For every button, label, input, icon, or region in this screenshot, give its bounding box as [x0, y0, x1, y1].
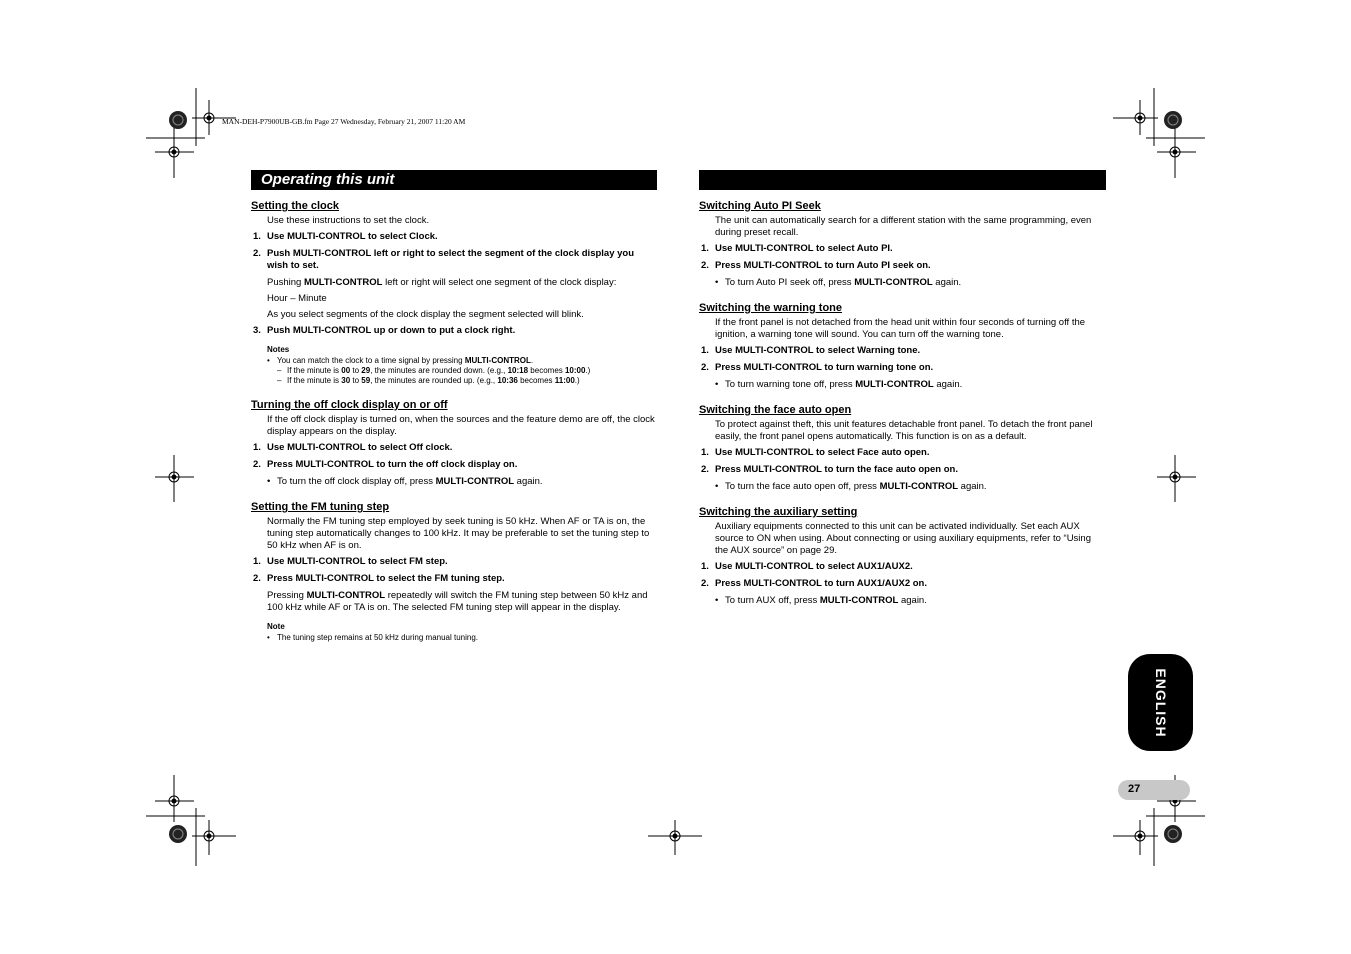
section-intro: Use these instructions to set the clock. — [267, 215, 430, 226]
step-text: Use MULTI-CONTROL to select Clock. — [267, 231, 438, 242]
bullet-item: • To turn the off clock display off, press MULTI-CONTROL again. — [277, 476, 657, 488]
step-item — [253, 325, 657, 337]
step-item — [253, 442, 657, 454]
section-heading: Switching the face auto open — [699, 404, 852, 416]
step-number: 2. — [701, 464, 709, 475]
page-number: 27 — [1128, 783, 1141, 795]
step-number: 1. — [701, 447, 709, 458]
section-intro: If the off clock display is turned on, when the sources and the feature demo are off, the clock display appears on the display. — [267, 414, 655, 437]
section-warning-tone — [699, 301, 1105, 391]
step-text: Press MULTI-CONTROL to select the FM tuning step. — [267, 573, 505, 584]
section-intro: Normally the FM tuning step employed by seek tuning is 50 kHz. When AF or TA is on, the tuning step automatically changes to 100 kHz. It may be preferable to set the tuning step to 50 kHz when AF is on. — [267, 516, 650, 551]
section-fm-step — [251, 500, 657, 643]
step-number: 2. — [253, 248, 261, 259]
bullet-item: • To turn AUX off, press MULTI-CONTROL again. — [725, 595, 1105, 607]
note-subitem: – If the minute is 30 to 59, the minutes are rounded up. (e.g., 10:36 becomes 11:00.) — [287, 376, 657, 386]
bullet-item: • To turn Auto PI seek off, press MULTI-CONTROL again. — [725, 277, 1105, 289]
note-subitem: – If the minute is 00 to 29, the minutes are rounded down. (e.g., 10:18 becomes 10:00.) — [287, 366, 657, 376]
step-text: Press MULTI-CONTROL to turn the face auto open on. — [715, 464, 958, 475]
language-label: ENGLISH — [1152, 667, 1169, 738]
step-number: 2. — [701, 260, 709, 271]
step-item — [701, 345, 1105, 357]
section-auxiliary — [699, 505, 1105, 607]
notes-heading: Notes — [267, 345, 290, 354]
step-number: 1. — [253, 556, 261, 567]
step-text: Use MULTI-CONTROL to select FM step. — [267, 556, 448, 567]
page-number-tab — [1118, 780, 1190, 800]
note-item: • The tuning step remains at 50 kHz during manual tuning. — [277, 633, 657, 643]
step-item — [701, 464, 1105, 476]
step-number: 1. — [701, 561, 709, 572]
step-number: 1. — [701, 345, 709, 356]
step-item — [701, 447, 1105, 459]
step-number: 2. — [701, 362, 709, 373]
section-intro: Auxiliary equipments connected to this unit can be activated individually. Set each AUX source to ON when using. About connecting or using auxiliary equipments, refer to “Using the AUX source” on page 29. — [715, 521, 1091, 556]
step-text: Use MULTI-CONTROL to select Off clock. — [267, 442, 453, 453]
step-item — [701, 362, 1105, 374]
step-number: 1. — [701, 243, 709, 254]
section-intro: The unit can automatically search for a different station with the same programming, even during preset recall. — [715, 215, 1092, 238]
step-item — [701, 243, 1105, 255]
section-heading: Setting the FM tuning step — [251, 501, 390, 513]
step-text: Press MULTI-CONTROL to turn Auto PI seek on. — [715, 260, 931, 271]
step-number: 1. — [253, 442, 261, 453]
step-detail: Pressing MULTI-CONTROL repeatedly will switch the FM tuning step between 50 kHz and 100 kHz while AF or TA is on. The selected FM tuning step will appear in the display. — [267, 590, 648, 613]
step-detail: As you select segments of the clock display the segment selected will blink. — [267, 309, 584, 320]
step-item — [253, 556, 657, 568]
section-auto-pi — [699, 199, 1105, 289]
section-off-clock — [251, 398, 657, 488]
left-column — [251, 199, 657, 655]
bullet-item: • To turn warning tone off, press MULTI-CONTROL again. — [725, 379, 1105, 391]
section-heading: Turning the off clock display on or off — [251, 399, 448, 411]
section-heading: Setting the clock — [251, 200, 340, 212]
section-banner-right — [699, 170, 1106, 190]
page-title: Operating this unit — [261, 171, 395, 188]
bullet-item: • To turn the face auto open off, press MULTI-CONTROL again. — [725, 481, 1105, 493]
step-item — [701, 578, 1105, 590]
right-column — [699, 199, 1105, 619]
section-heading: Switching the warning tone — [699, 302, 842, 314]
notes-heading: Note — [267, 622, 285, 631]
step-text: Use MULTI-CONTROL to select Auto PI. — [715, 243, 893, 254]
step-text: Press MULTI-CONTROL to turn AUX1/AUX2 on. — [715, 578, 928, 589]
step-item — [701, 260, 1105, 272]
step-number: 2. — [253, 573, 261, 584]
step-text: Push MULTI-CONTROL up or down to put a clock right. — [267, 325, 516, 336]
step-text: Use MULTI-CONTROL to select Warning tone. — [715, 345, 921, 356]
note-item: • You can match the clock to a time signal by pressing MULTI-CONTROL. — [277, 356, 657, 366]
section-intro: If the front panel is not detached from the head unit within four seconds of turning off the ignition, a warning tone will sound. You can turn off the warning tone. — [715, 317, 1086, 340]
step-item — [701, 561, 1105, 573]
section-face-auto-open — [699, 403, 1105, 493]
step-detail: Hour – Minute — [267, 293, 327, 304]
step-detail: Pushing MULTI-CONTROL left or right will select one segment of the clock display: — [267, 277, 617, 288]
section-banner-left — [251, 170, 657, 190]
file-info: MAN-DEH-P7900UB-GB.fm Page 27 Wednesday, February 21, 2007 11:20 AM — [222, 117, 466, 126]
step-item — [253, 573, 657, 585]
step-number: 1. — [253, 231, 261, 242]
section-setting-clock — [251, 199, 657, 386]
language-tab — [1128, 654, 1193, 751]
step-text: Push MULTI-CONTROL left or right to select the segment of the clock display you wish to set. — [267, 248, 635, 271]
section-heading: Switching Auto PI Seek — [699, 200, 821, 212]
section-intro: To protect against theft, this unit features detachable front panel. To detach the front panel easily, the front panel opens automatically. This function is on as a default. — [715, 419, 1093, 442]
step-text: Press MULTI-CONTROL to turn the off clock display on. — [267, 459, 518, 470]
step-number: 2. — [701, 578, 709, 589]
step-text: Use MULTI-CONTROL to select Face auto open. — [715, 447, 930, 458]
step-text: Use MULTI-CONTROL to select AUX1/AUX2. — [715, 561, 913, 572]
step-number: 3. — [253, 325, 261, 336]
section-heading: Switching the auxiliary setting — [699, 506, 858, 518]
step-item — [253, 248, 657, 272]
step-number: 2. — [253, 459, 261, 470]
step-text: Press MULTI-CONTROL to turn warning tone on. — [715, 362, 934, 373]
step-item — [253, 459, 657, 471]
step-item — [253, 231, 657, 243]
